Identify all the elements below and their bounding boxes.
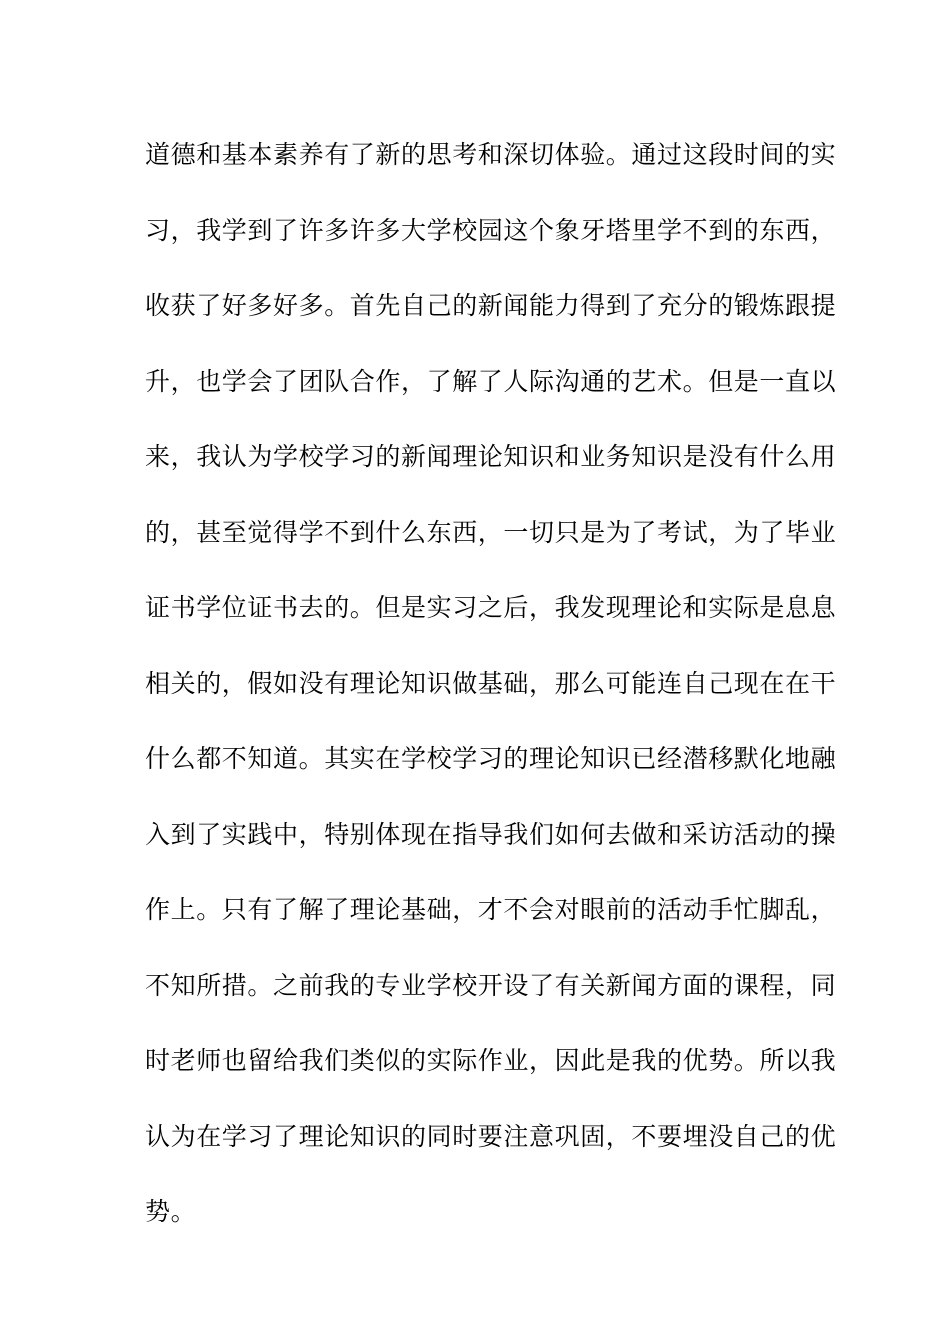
paragraph-line: 道德和基本素养有了新的思考和深切体验。通过这段时间的实: [145, 140, 837, 169]
paragraph-line: 习，我学到了许多许多大学校园这个象牙塔里学不到的东西，: [145, 215, 837, 245]
paragraph-line: 认为在学习了理论知识的同时要注意巩固，不要埋没自己的优: [145, 1121, 837, 1151]
paragraph-line: 证书学位证书去的。但是实习之后，我发现理论和实际是息息: [145, 593, 837, 622]
paragraph-line: 势。: [145, 1197, 197, 1226]
paragraph-line: 入到了实践中，特别体现在指导我们如何去做和采访活动的操: [145, 819, 837, 849]
paragraph-line: 作上。只有了解了理论基础，才不会对眼前的活动手忙脚乱，: [145, 895, 837, 924]
paragraph-line: 来，我认为学校学习的新闻理论知识和业务知识是没有什么用: [145, 442, 837, 471]
paragraph-line: 什么都不知道。其实在学校学习的理论知识已经潜移默化地融: [145, 744, 837, 773]
paragraph-line: 的，甚至觉得学不到什么东西，一切只是为了考试，为了毕业: [145, 517, 837, 547]
paragraph-line: 相关的，假如没有理论知识做基础，那么可能连自己现在在干: [145, 668, 837, 698]
paragraph-line: 时老师也留给我们类似的实际作业，因此是我的优势。所以我: [145, 1046, 837, 1075]
body-paragraph: [145, 133, 837, 1266]
paragraph-line: 不知所措。之前我的专业学校开设了有关新闻方面的课程，同: [145, 970, 837, 1000]
paragraph-line: 升，也学会了团队合作，了解了人际沟通的艺术。但是一直以: [145, 366, 837, 396]
paragraph-line: 收获了好多好多。首先自己的新闻能力得到了充分的锻炼跟提: [145, 291, 837, 320]
